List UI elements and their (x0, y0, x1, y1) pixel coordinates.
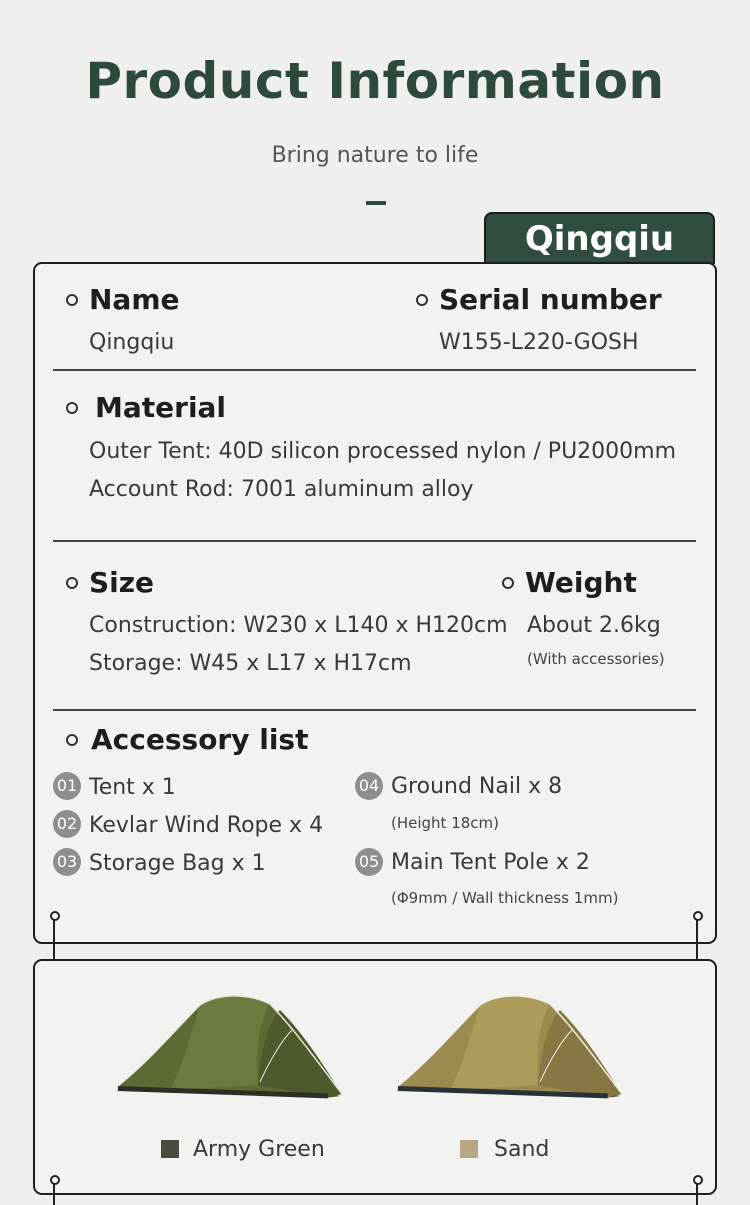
accessory-note: (Height 18cm) (391, 814, 500, 832)
connector-pin (50, 1175, 60, 1185)
accessory-label: Accessory list (91, 723, 309, 756)
bullet-icon (66, 402, 78, 414)
serial-value: W155-L220-GOSH (439, 330, 639, 355)
material-line: Outer Tent: 40D silicon processed nylon / PU2000mm (89, 439, 677, 464)
item-number-badge: 04 (355, 772, 383, 800)
size-label: Size (89, 566, 155, 599)
size-line: Storage: W45 x L17 x H17cm (89, 651, 412, 676)
item-number-badge: 03 (53, 848, 81, 876)
sand-label: Sand (494, 1137, 550, 1162)
material-line: Account Rod: 7001 aluminum alloy (89, 477, 474, 502)
item-number-badge: 01 (53, 772, 81, 800)
section-divider (53, 540, 696, 542)
accessory-item: Tent x 1 (89, 775, 176, 800)
accessory-item: Ground Nail x 8 (391, 774, 563, 799)
army-green-tent-image (110, 990, 350, 1115)
connector-pin (693, 1175, 703, 1185)
weight-note: (With accessories) (527, 650, 665, 668)
bullet-icon (416, 294, 428, 306)
size-line: Construction: W230 x L140 x H120cm (89, 613, 508, 638)
bullet-icon (66, 294, 78, 306)
name-value: Qingqiu (89, 330, 175, 355)
section-divider (53, 709, 696, 711)
army-green-label: Army Green (193, 1137, 325, 1162)
title-divider (366, 201, 386, 205)
page-subtitle: Bring nature to life (271, 143, 479, 168)
connector-pin (50, 911, 60, 921)
item-number-badge: 05 (355, 848, 383, 876)
accessory-note: (Φ9mm / Wall thickness 1mm) (391, 889, 619, 907)
connector-pin (693, 911, 703, 921)
sand-tent-image (390, 990, 630, 1115)
weight-label: Weight (525, 566, 637, 599)
serial-label: Serial number (439, 283, 662, 316)
sand-swatch (460, 1140, 478, 1158)
name-label: Name (89, 283, 180, 316)
section-divider (53, 369, 696, 371)
weight-value: About 2.6kg (527, 613, 661, 638)
bullet-icon (66, 577, 78, 589)
item-number-badge: 02 (53, 810, 81, 838)
army-green-swatch (161, 1140, 179, 1158)
material-label: Material (95, 391, 227, 424)
accessory-item: Storage Bag x 1 (89, 851, 266, 876)
bullet-icon (502, 577, 514, 589)
spec-card (33, 262, 717, 944)
accessory-item: Kevlar Wind Rope x 4 (89, 813, 324, 838)
accessory-item: Main Tent Pole x 2 (391, 850, 590, 875)
brand-tab: Qingqiu (484, 212, 715, 264)
bullet-icon (66, 734, 78, 746)
page-title: Product Information (85, 52, 665, 110)
